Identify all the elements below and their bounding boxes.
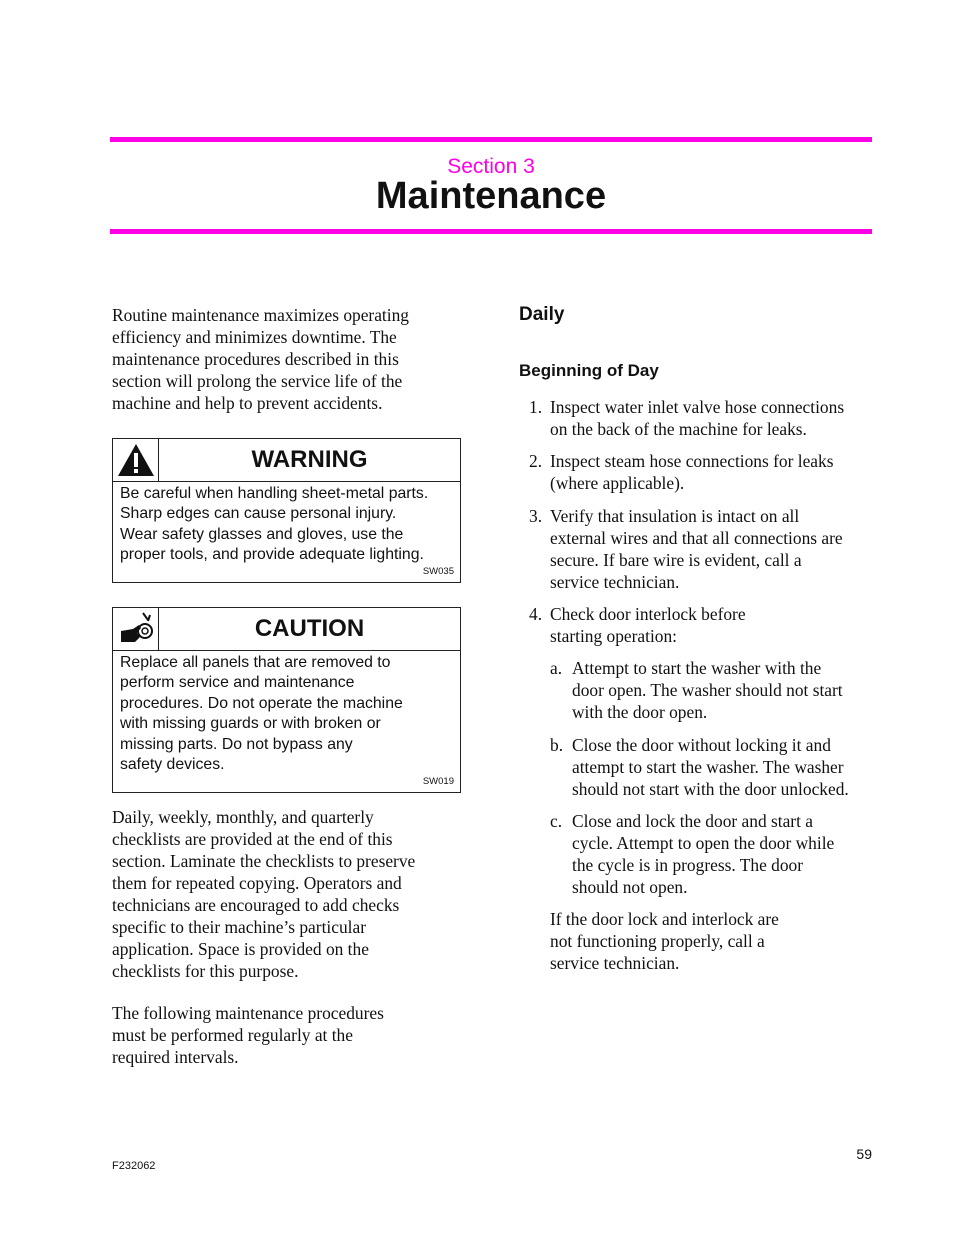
step-number: 4. <box>529 604 543 624</box>
text-line: should not start with the door unlocked. <box>572 779 849 799</box>
text-line: procedures. Do not operate the machine <box>120 694 403 712</box>
text-line: with missing guards or with broken or <box>120 715 381 733</box>
header-rule-bottom <box>110 229 872 234</box>
text-line: checklists are provided at the end of this <box>112 829 393 849</box>
text-line: service technician. <box>550 953 680 973</box>
text-line: Daily, weekly, monthly, and quarterly <box>112 807 374 827</box>
text-line: not functioning properly, call a <box>550 931 765 951</box>
text-line: efficiency and minimizes downtime. The <box>112 327 397 347</box>
caution-box <box>112 607 461 793</box>
step-text <box>550 505 872 593</box>
checklists-paragraph <box>112 806 452 982</box>
text-line: (where applicable). <box>550 473 685 493</box>
daily-heading: Daily <box>519 304 565 325</box>
text-line: Replace all panels that are removed to <box>120 654 391 671</box>
text-line: service technician. <box>550 572 680 592</box>
step-number: 3. <box>529 506 543 526</box>
text-line: technicians are encouraged to add checks <box>112 895 400 915</box>
text-line: missing parts. Do not bypass any <box>120 735 353 753</box>
section-label: Section 3 <box>447 155 535 178</box>
text-line: checklists for this purpose. <box>112 961 299 981</box>
text-line: should not open. <box>572 877 688 897</box>
text-line: Be careful when handling sheet-metal parts. <box>120 485 429 502</box>
text-line: cycle. Attempt to open the door while <box>572 833 835 853</box>
substep-text <box>572 657 875 723</box>
text-line: attempt to start the washer. The washer <box>572 757 844 777</box>
document-code: F232062 <box>112 1160 156 1172</box>
substep-text <box>572 734 875 800</box>
text-line: Wear safety glasses and gloves, use the <box>120 525 404 543</box>
procedures-paragraph <box>112 1002 452 1068</box>
substep-letter: c. <box>550 811 563 831</box>
substep-letter: a. <box>550 658 563 678</box>
text-line: section. Laminate the checklists to preserve <box>112 851 416 871</box>
text-line: on the back of the machine for leaks. <box>550 419 807 439</box>
step-text <box>550 396 872 440</box>
hand-entanglement-icon <box>113 608 159 650</box>
text-line: Close the door without locking it and <box>572 735 831 755</box>
step-text <box>550 603 872 647</box>
text-line: Inspect steam hose connections for leaks <box>550 451 834 471</box>
interlock-note <box>550 908 850 974</box>
page-title: Maintenance <box>375 175 607 217</box>
warning-code: SW035 <box>422 566 454 577</box>
step-number: 1. <box>529 397 543 417</box>
warning-header <box>113 439 460 482</box>
header-rule-top <box>110 137 872 142</box>
text-line: specific to their machine’s particular <box>112 917 366 937</box>
caution-title: CAUTION <box>254 615 365 642</box>
text-line: required intervals. <box>112 1047 239 1067</box>
text-line: external wires and that all connections are <box>550 528 843 548</box>
text-line: safety devices. <box>120 756 225 774</box>
text-line: with the door open. <box>572 702 708 722</box>
substep-letter: b. <box>550 735 564 755</box>
text-line: Routine maintenance maximizes operating <box>112 305 409 325</box>
intro-paragraph <box>112 304 452 414</box>
text-line: them for repeated copying. Operators and <box>112 873 402 893</box>
substep-text <box>572 810 875 898</box>
text-line: Check door interlock before <box>550 604 746 624</box>
text-line: starting operation: <box>550 626 678 646</box>
text-line: the cycle is in progress. The door <box>572 855 804 875</box>
text-line: perform service and maintenance <box>120 674 355 692</box>
step-text <box>550 450 872 494</box>
beginning-of-day-heading: Beginning of Day <box>519 361 659 380</box>
text-line: secure. If bare wire is evident, call a <box>550 550 802 570</box>
text-line: Inspect water inlet valve hose connections <box>550 397 845 417</box>
text-line: Attempt to start the washer with the <box>572 658 822 678</box>
text-line: must be performed regularly at the <box>112 1025 353 1045</box>
caution-header <box>113 608 460 651</box>
caution-text <box>113 651 460 775</box>
warning-box <box>112 438 461 583</box>
text-line: Sharp edges can cause personal injury. <box>120 505 397 523</box>
text-line: The following maintenance procedures <box>112 1003 384 1023</box>
text-line: application. Space is provided on the <box>112 939 369 959</box>
text-line: door open. The washer should not start <box>572 680 843 700</box>
text-line: maintenance procedures described in this <box>112 349 399 369</box>
text-line: If the door lock and interlock are <box>550 909 779 929</box>
text-line: section will prolong the service life of the <box>112 371 403 391</box>
warning-text <box>113 482 460 566</box>
warning-triangle-icon <box>113 439 159 481</box>
page-number: 59 <box>856 1146 872 1162</box>
step-number: 2. <box>529 451 543 471</box>
text-line: Close and lock the door and start a <box>572 811 813 831</box>
text-line: proper tools, and provide adequate lighting. <box>120 546 424 564</box>
text-line: Verify that insulation is intact on all <box>550 506 800 526</box>
caution-code: SW019 <box>422 776 454 787</box>
warning-title: WARNING <box>251 446 368 473</box>
text-line: machine and help to prevent accidents. <box>112 393 383 413</box>
